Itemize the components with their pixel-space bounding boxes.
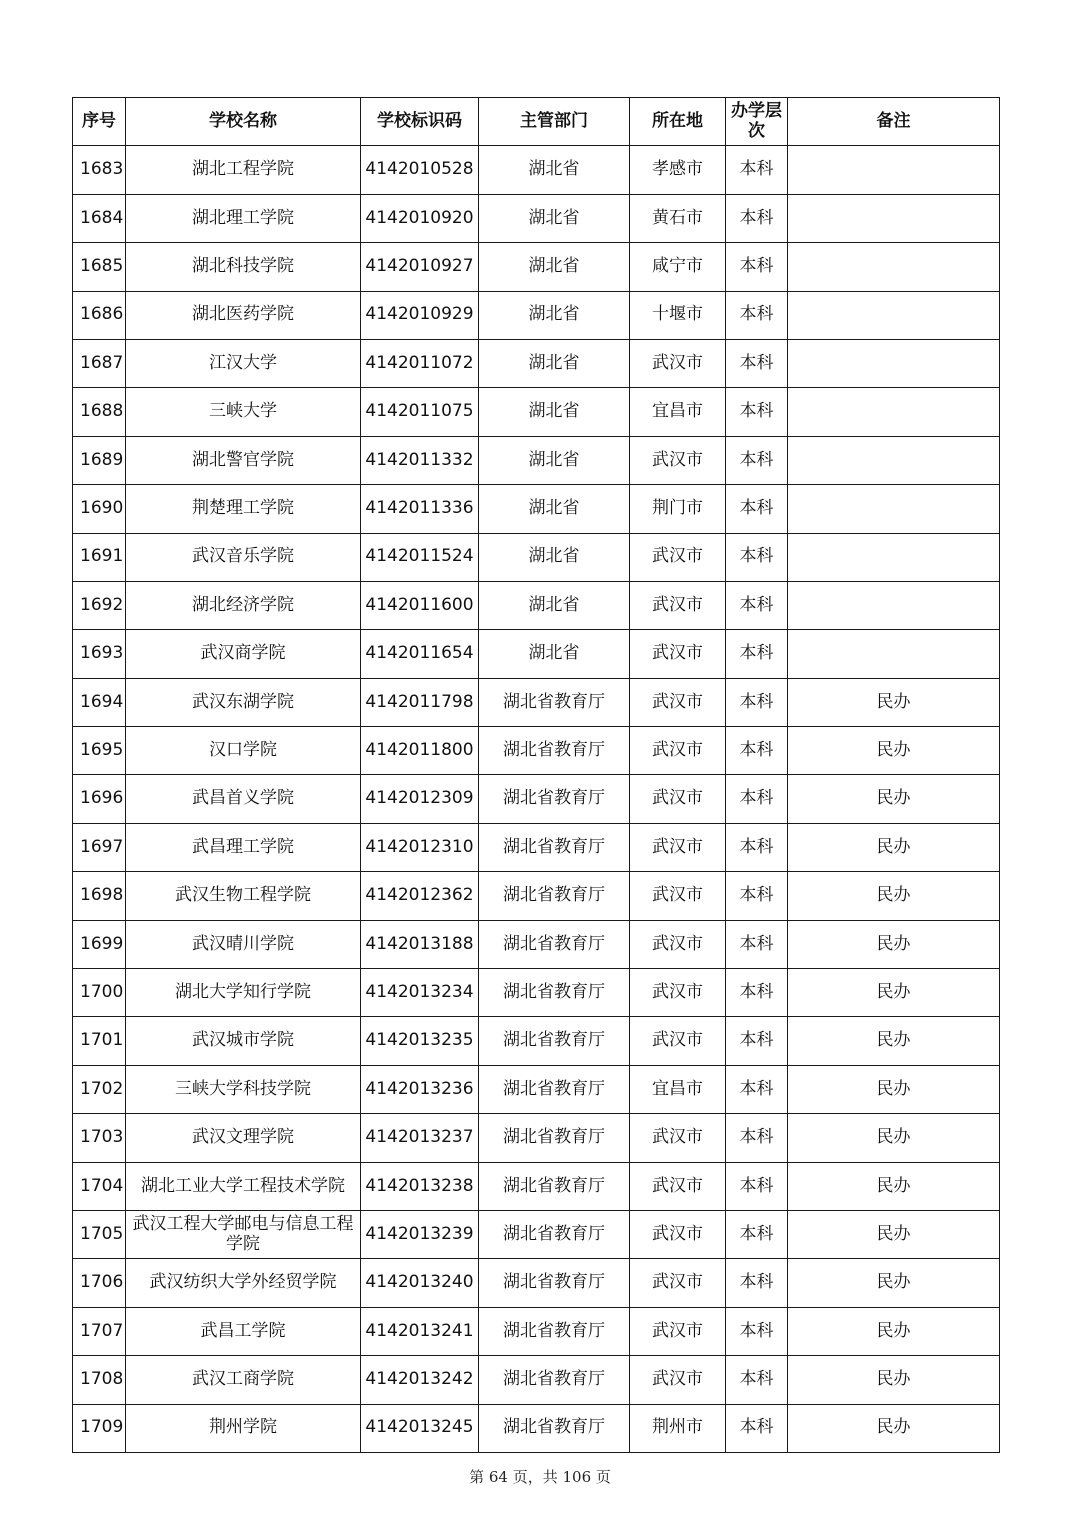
cell-school-name: 武汉工商学院 bbox=[126, 1356, 361, 1404]
cell-seq: 1688 bbox=[73, 388, 126, 436]
cell-school-name: 湖北理工学院 bbox=[126, 194, 361, 242]
cell-seq: 1705 bbox=[73, 1210, 126, 1258]
header-remarks: 备注 bbox=[788, 98, 1000, 146]
table-row bbox=[73, 533, 1000, 581]
cell-authority: 湖北省教育厅 bbox=[479, 1210, 630, 1258]
cell-school-name: 武汉音乐学院 bbox=[126, 533, 361, 581]
cell-authority: 湖北省教育厅 bbox=[479, 1356, 630, 1404]
cell-level: 本科 bbox=[726, 581, 788, 629]
cell-remarks bbox=[788, 388, 1000, 436]
cell-location: 武汉市 bbox=[630, 1162, 726, 1210]
table-row bbox=[73, 775, 1000, 823]
cell-authority: 湖北省 bbox=[479, 436, 630, 484]
cell-school-code: 4142011600 bbox=[361, 581, 479, 629]
cell-location: 武汉市 bbox=[630, 1114, 726, 1162]
cell-authority: 湖北省教育厅 bbox=[479, 1307, 630, 1355]
cell-location: 宜昌市 bbox=[630, 388, 726, 436]
cell-authority: 湖北省教育厅 bbox=[479, 969, 630, 1017]
cell-remarks: 民办 bbox=[788, 1210, 1000, 1258]
cell-location: 荆门市 bbox=[630, 485, 726, 533]
cell-school-code: 4142011800 bbox=[361, 727, 479, 775]
cell-school-name: 湖北工业大学工程技术学院 bbox=[126, 1162, 361, 1210]
cell-level: 本科 bbox=[726, 1065, 788, 1113]
table-row bbox=[73, 920, 1000, 968]
table-row bbox=[73, 291, 1000, 339]
cell-location: 武汉市 bbox=[630, 678, 726, 726]
cell-school-name: 武昌首义学院 bbox=[126, 775, 361, 823]
cell-level: 本科 bbox=[726, 146, 788, 194]
cell-remarks: 民办 bbox=[788, 1404, 1000, 1452]
cell-location: 武汉市 bbox=[630, 969, 726, 1017]
cell-authority: 湖北省 bbox=[479, 388, 630, 436]
cell-authority: 湖北省教育厅 bbox=[479, 920, 630, 968]
cell-authority: 湖北省教育厅 bbox=[479, 1114, 630, 1162]
cell-seq: 1709 bbox=[73, 1404, 126, 1452]
cell-authority: 湖北省 bbox=[479, 291, 630, 339]
cell-level: 本科 bbox=[726, 1356, 788, 1404]
cell-authority: 湖北省教育厅 bbox=[479, 1065, 630, 1113]
cell-level: 本科 bbox=[726, 823, 788, 871]
cell-level: 本科 bbox=[726, 630, 788, 678]
cell-school-name: 三峡大学科技学院 bbox=[126, 1065, 361, 1113]
cell-school-name: 江汉大学 bbox=[126, 339, 361, 387]
cell-authority: 湖北省教育厅 bbox=[479, 678, 630, 726]
cell-seq: 1707 bbox=[73, 1307, 126, 1355]
cell-school-name: 武汉东湖学院 bbox=[126, 678, 361, 726]
header-level: 办学层次 bbox=[726, 98, 788, 146]
table-row bbox=[73, 146, 1000, 194]
cell-school-code: 4142013242 bbox=[361, 1356, 479, 1404]
cell-school-code: 4142011798 bbox=[361, 678, 479, 726]
cell-level: 本科 bbox=[726, 485, 788, 533]
cell-authority: 湖北省教育厅 bbox=[479, 823, 630, 871]
cell-school-code: 4142012310 bbox=[361, 823, 479, 871]
cell-school-code: 4142011332 bbox=[361, 436, 479, 484]
cell-school-name: 武汉生物工程学院 bbox=[126, 872, 361, 920]
cell-school-code: 4142010528 bbox=[361, 146, 479, 194]
cell-level: 本科 bbox=[726, 243, 788, 291]
cell-authority: 湖北省教育厅 bbox=[479, 1404, 630, 1452]
cell-school-code: 4142013240 bbox=[361, 1259, 479, 1307]
page-footer: 第 64 页，共 106 页 bbox=[469, 1468, 611, 1486]
cell-school-code: 4142011336 bbox=[361, 485, 479, 533]
cell-school-code: 4142013235 bbox=[361, 1017, 479, 1065]
cell-seq: 1689 bbox=[73, 436, 126, 484]
cell-location: 咸宁市 bbox=[630, 243, 726, 291]
cell-location: 武汉市 bbox=[630, 1210, 726, 1258]
cell-school-name: 荆州学院 bbox=[126, 1404, 361, 1452]
cell-school-name: 湖北大学知行学院 bbox=[126, 969, 361, 1017]
cell-location: 宜昌市 bbox=[630, 1065, 726, 1113]
cell-authority: 湖北省教育厅 bbox=[479, 872, 630, 920]
cell-seq: 1699 bbox=[73, 920, 126, 968]
table-row bbox=[73, 388, 1000, 436]
table-row bbox=[73, 1065, 1000, 1113]
cell-seq: 1706 bbox=[73, 1259, 126, 1307]
cell-school-code: 4142013241 bbox=[361, 1307, 479, 1355]
cell-remarks bbox=[788, 485, 1000, 533]
cell-remarks: 民办 bbox=[788, 1162, 1000, 1210]
schools-table bbox=[72, 97, 1000, 1453]
cell-authority: 湖北省 bbox=[479, 339, 630, 387]
table-row bbox=[73, 630, 1000, 678]
table-row bbox=[73, 436, 1000, 484]
cell-remarks: 民办 bbox=[788, 1259, 1000, 1307]
cell-seq: 1703 bbox=[73, 1114, 126, 1162]
cell-location: 武汉市 bbox=[630, 823, 726, 871]
cell-level: 本科 bbox=[726, 1259, 788, 1307]
cell-seq: 1685 bbox=[73, 243, 126, 291]
cell-seq: 1695 bbox=[73, 727, 126, 775]
cell-remarks bbox=[788, 243, 1000, 291]
cell-school-name: 荆楚理工学院 bbox=[126, 485, 361, 533]
cell-level: 本科 bbox=[726, 533, 788, 581]
cell-seq: 1692 bbox=[73, 581, 126, 629]
cell-remarks bbox=[788, 581, 1000, 629]
cell-authority: 湖北省教育厅 bbox=[479, 727, 630, 775]
cell-school-code: 4142011075 bbox=[361, 388, 479, 436]
cell-seq: 1697 bbox=[73, 823, 126, 871]
cell-remarks: 民办 bbox=[788, 872, 1000, 920]
cell-school-name: 武汉晴川学院 bbox=[126, 920, 361, 968]
cell-level: 本科 bbox=[726, 678, 788, 726]
cell-level: 本科 bbox=[726, 1017, 788, 1065]
cell-remarks bbox=[788, 194, 1000, 242]
cell-authority: 湖北省教育厅 bbox=[479, 1017, 630, 1065]
cell-school-code: 4142013239 bbox=[361, 1210, 479, 1258]
cell-location: 武汉市 bbox=[630, 1017, 726, 1065]
cell-location: 武汉市 bbox=[630, 339, 726, 387]
cell-location: 武汉市 bbox=[630, 1307, 726, 1355]
cell-level: 本科 bbox=[726, 727, 788, 775]
table-row bbox=[73, 339, 1000, 387]
cell-remarks bbox=[788, 630, 1000, 678]
cell-school-name: 武昌理工学院 bbox=[126, 823, 361, 871]
cell-seq: 1684 bbox=[73, 194, 126, 242]
cell-level: 本科 bbox=[726, 1307, 788, 1355]
cell-level: 本科 bbox=[726, 1114, 788, 1162]
cell-location: 武汉市 bbox=[630, 1259, 726, 1307]
table-row bbox=[73, 678, 1000, 726]
table-row bbox=[73, 1210, 1000, 1258]
cell-remarks: 民办 bbox=[788, 1114, 1000, 1162]
table-row bbox=[73, 969, 1000, 1017]
cell-school-name: 湖北医药学院 bbox=[126, 291, 361, 339]
cell-authority: 湖北省教育厅 bbox=[479, 1259, 630, 1307]
table-row bbox=[73, 727, 1000, 775]
cell-school-name: 湖北工程学院 bbox=[126, 146, 361, 194]
table-body bbox=[73, 146, 1000, 1453]
cell-school-code: 4142010929 bbox=[361, 291, 479, 339]
cell-level: 本科 bbox=[726, 1162, 788, 1210]
cell-remarks: 民办 bbox=[788, 1307, 1000, 1355]
cell-authority: 湖北省 bbox=[479, 485, 630, 533]
cell-remarks bbox=[788, 533, 1000, 581]
cell-level: 本科 bbox=[726, 339, 788, 387]
cell-school-name: 武汉商学院 bbox=[126, 630, 361, 678]
table-row bbox=[73, 1356, 1000, 1404]
cell-seq: 1708 bbox=[73, 1356, 126, 1404]
cell-seq: 1686 bbox=[73, 291, 126, 339]
cell-school-name: 武汉城市学院 bbox=[126, 1017, 361, 1065]
cell-seq: 1691 bbox=[73, 533, 126, 581]
cell-authority: 湖北省 bbox=[479, 533, 630, 581]
table-row bbox=[73, 243, 1000, 291]
cell-school-code: 4142011072 bbox=[361, 339, 479, 387]
cell-authority: 湖北省教育厅 bbox=[479, 775, 630, 823]
cell-school-code: 4142010920 bbox=[361, 194, 479, 242]
cell-remarks: 民办 bbox=[788, 1065, 1000, 1113]
cell-school-code: 4142011524 bbox=[361, 533, 479, 581]
table-row bbox=[73, 823, 1000, 871]
cell-seq: 1690 bbox=[73, 485, 126, 533]
cell-school-code: 4142013245 bbox=[361, 1404, 479, 1452]
cell-remarks: 民办 bbox=[788, 727, 1000, 775]
header-school-code: 学校标识码 bbox=[361, 98, 479, 146]
cell-school-name: 湖北经济学院 bbox=[126, 581, 361, 629]
cell-authority: 湖北省 bbox=[479, 243, 630, 291]
cell-level: 本科 bbox=[726, 1404, 788, 1452]
cell-school-code: 4142013236 bbox=[361, 1065, 479, 1113]
cell-remarks: 民办 bbox=[788, 823, 1000, 871]
cell-school-name: 三峡大学 bbox=[126, 388, 361, 436]
table-row bbox=[73, 581, 1000, 629]
cell-seq: 1693 bbox=[73, 630, 126, 678]
cell-authority: 湖北省 bbox=[479, 146, 630, 194]
cell-remarks bbox=[788, 291, 1000, 339]
cell-seq: 1698 bbox=[73, 872, 126, 920]
table-row bbox=[73, 1017, 1000, 1065]
header-seq: 序号 bbox=[73, 98, 126, 146]
cell-remarks bbox=[788, 146, 1000, 194]
cell-location: 十堰市 bbox=[630, 291, 726, 339]
cell-remarks: 民办 bbox=[788, 1356, 1000, 1404]
cell-location: 武汉市 bbox=[630, 1356, 726, 1404]
cell-location: 武汉市 bbox=[630, 920, 726, 968]
cell-location: 武汉市 bbox=[630, 872, 726, 920]
cell-level: 本科 bbox=[726, 194, 788, 242]
cell-remarks bbox=[788, 436, 1000, 484]
cell-level: 本科 bbox=[726, 291, 788, 339]
cell-remarks: 民办 bbox=[788, 775, 1000, 823]
cell-school-code: 4142011654 bbox=[361, 630, 479, 678]
cell-level: 本科 bbox=[726, 1210, 788, 1258]
cell-remarks: 民办 bbox=[788, 920, 1000, 968]
cell-level: 本科 bbox=[726, 775, 788, 823]
table-row bbox=[73, 1114, 1000, 1162]
cell-school-code: 4142013234 bbox=[361, 969, 479, 1017]
table-row bbox=[73, 1307, 1000, 1355]
cell-seq: 1694 bbox=[73, 678, 126, 726]
cell-seq: 1702 bbox=[73, 1065, 126, 1113]
cell-authority: 湖北省 bbox=[479, 630, 630, 678]
table-row bbox=[73, 1259, 1000, 1307]
table-row bbox=[73, 1162, 1000, 1210]
cell-school-code: 4142013238 bbox=[361, 1162, 479, 1210]
cell-school-code: 4142010927 bbox=[361, 243, 479, 291]
cell-location: 武汉市 bbox=[630, 533, 726, 581]
cell-authority: 湖北省 bbox=[479, 194, 630, 242]
cell-authority: 湖北省教育厅 bbox=[479, 1162, 630, 1210]
cell-school-name: 汉口学院 bbox=[126, 727, 361, 775]
header-authority: 主管部门 bbox=[479, 98, 630, 146]
table-row bbox=[73, 1404, 1000, 1452]
cell-level: 本科 bbox=[726, 388, 788, 436]
cell-level: 本科 bbox=[726, 920, 788, 968]
table-row bbox=[73, 485, 1000, 533]
cell-location: 武汉市 bbox=[630, 775, 726, 823]
cell-school-name: 武汉文理学院 bbox=[126, 1114, 361, 1162]
cell-seq: 1683 bbox=[73, 146, 126, 194]
cell-school-name: 武汉纺织大学外经贸学院 bbox=[126, 1259, 361, 1307]
cell-seq: 1701 bbox=[73, 1017, 126, 1065]
header-location: 所在地 bbox=[630, 98, 726, 146]
cell-location: 武汉市 bbox=[630, 727, 726, 775]
cell-location: 荆州市 bbox=[630, 1404, 726, 1452]
cell-school-code: 4142013188 bbox=[361, 920, 479, 968]
cell-seq: 1704 bbox=[73, 1162, 126, 1210]
cell-level: 本科 bbox=[726, 436, 788, 484]
cell-school-code: 4142012362 bbox=[361, 872, 479, 920]
cell-level: 本科 bbox=[726, 872, 788, 920]
table-row bbox=[73, 194, 1000, 242]
cell-seq: 1696 bbox=[73, 775, 126, 823]
cell-seq: 1700 bbox=[73, 969, 126, 1017]
cell-school-name: 湖北警官学院 bbox=[126, 436, 361, 484]
cell-remarks: 民办 bbox=[788, 1017, 1000, 1065]
cell-location: 武汉市 bbox=[630, 581, 726, 629]
table-row bbox=[73, 872, 1000, 920]
header-school-name: 学校名称 bbox=[126, 98, 361, 146]
cell-remarks: 民办 bbox=[788, 969, 1000, 1017]
cell-authority: 湖北省 bbox=[479, 581, 630, 629]
cell-location: 孝感市 bbox=[630, 146, 726, 194]
cell-school-code: 4142012309 bbox=[361, 775, 479, 823]
cell-location: 武汉市 bbox=[630, 436, 726, 484]
cell-remarks: 民办 bbox=[788, 678, 1000, 726]
cell-seq: 1687 bbox=[73, 339, 126, 387]
cell-school-code: 4142013237 bbox=[361, 1114, 479, 1162]
cell-school-name: 武昌工学院 bbox=[126, 1307, 361, 1355]
cell-school-name: 湖北科技学院 bbox=[126, 243, 361, 291]
cell-school-name: 武汉工程大学邮电与信息工程学院 bbox=[126, 1210, 361, 1258]
cell-remarks bbox=[788, 339, 1000, 387]
cell-location: 武汉市 bbox=[630, 630, 726, 678]
cell-level: 本科 bbox=[726, 969, 788, 1017]
cell-location: 黄石市 bbox=[630, 194, 726, 242]
table-header-row bbox=[73, 98, 1000, 146]
